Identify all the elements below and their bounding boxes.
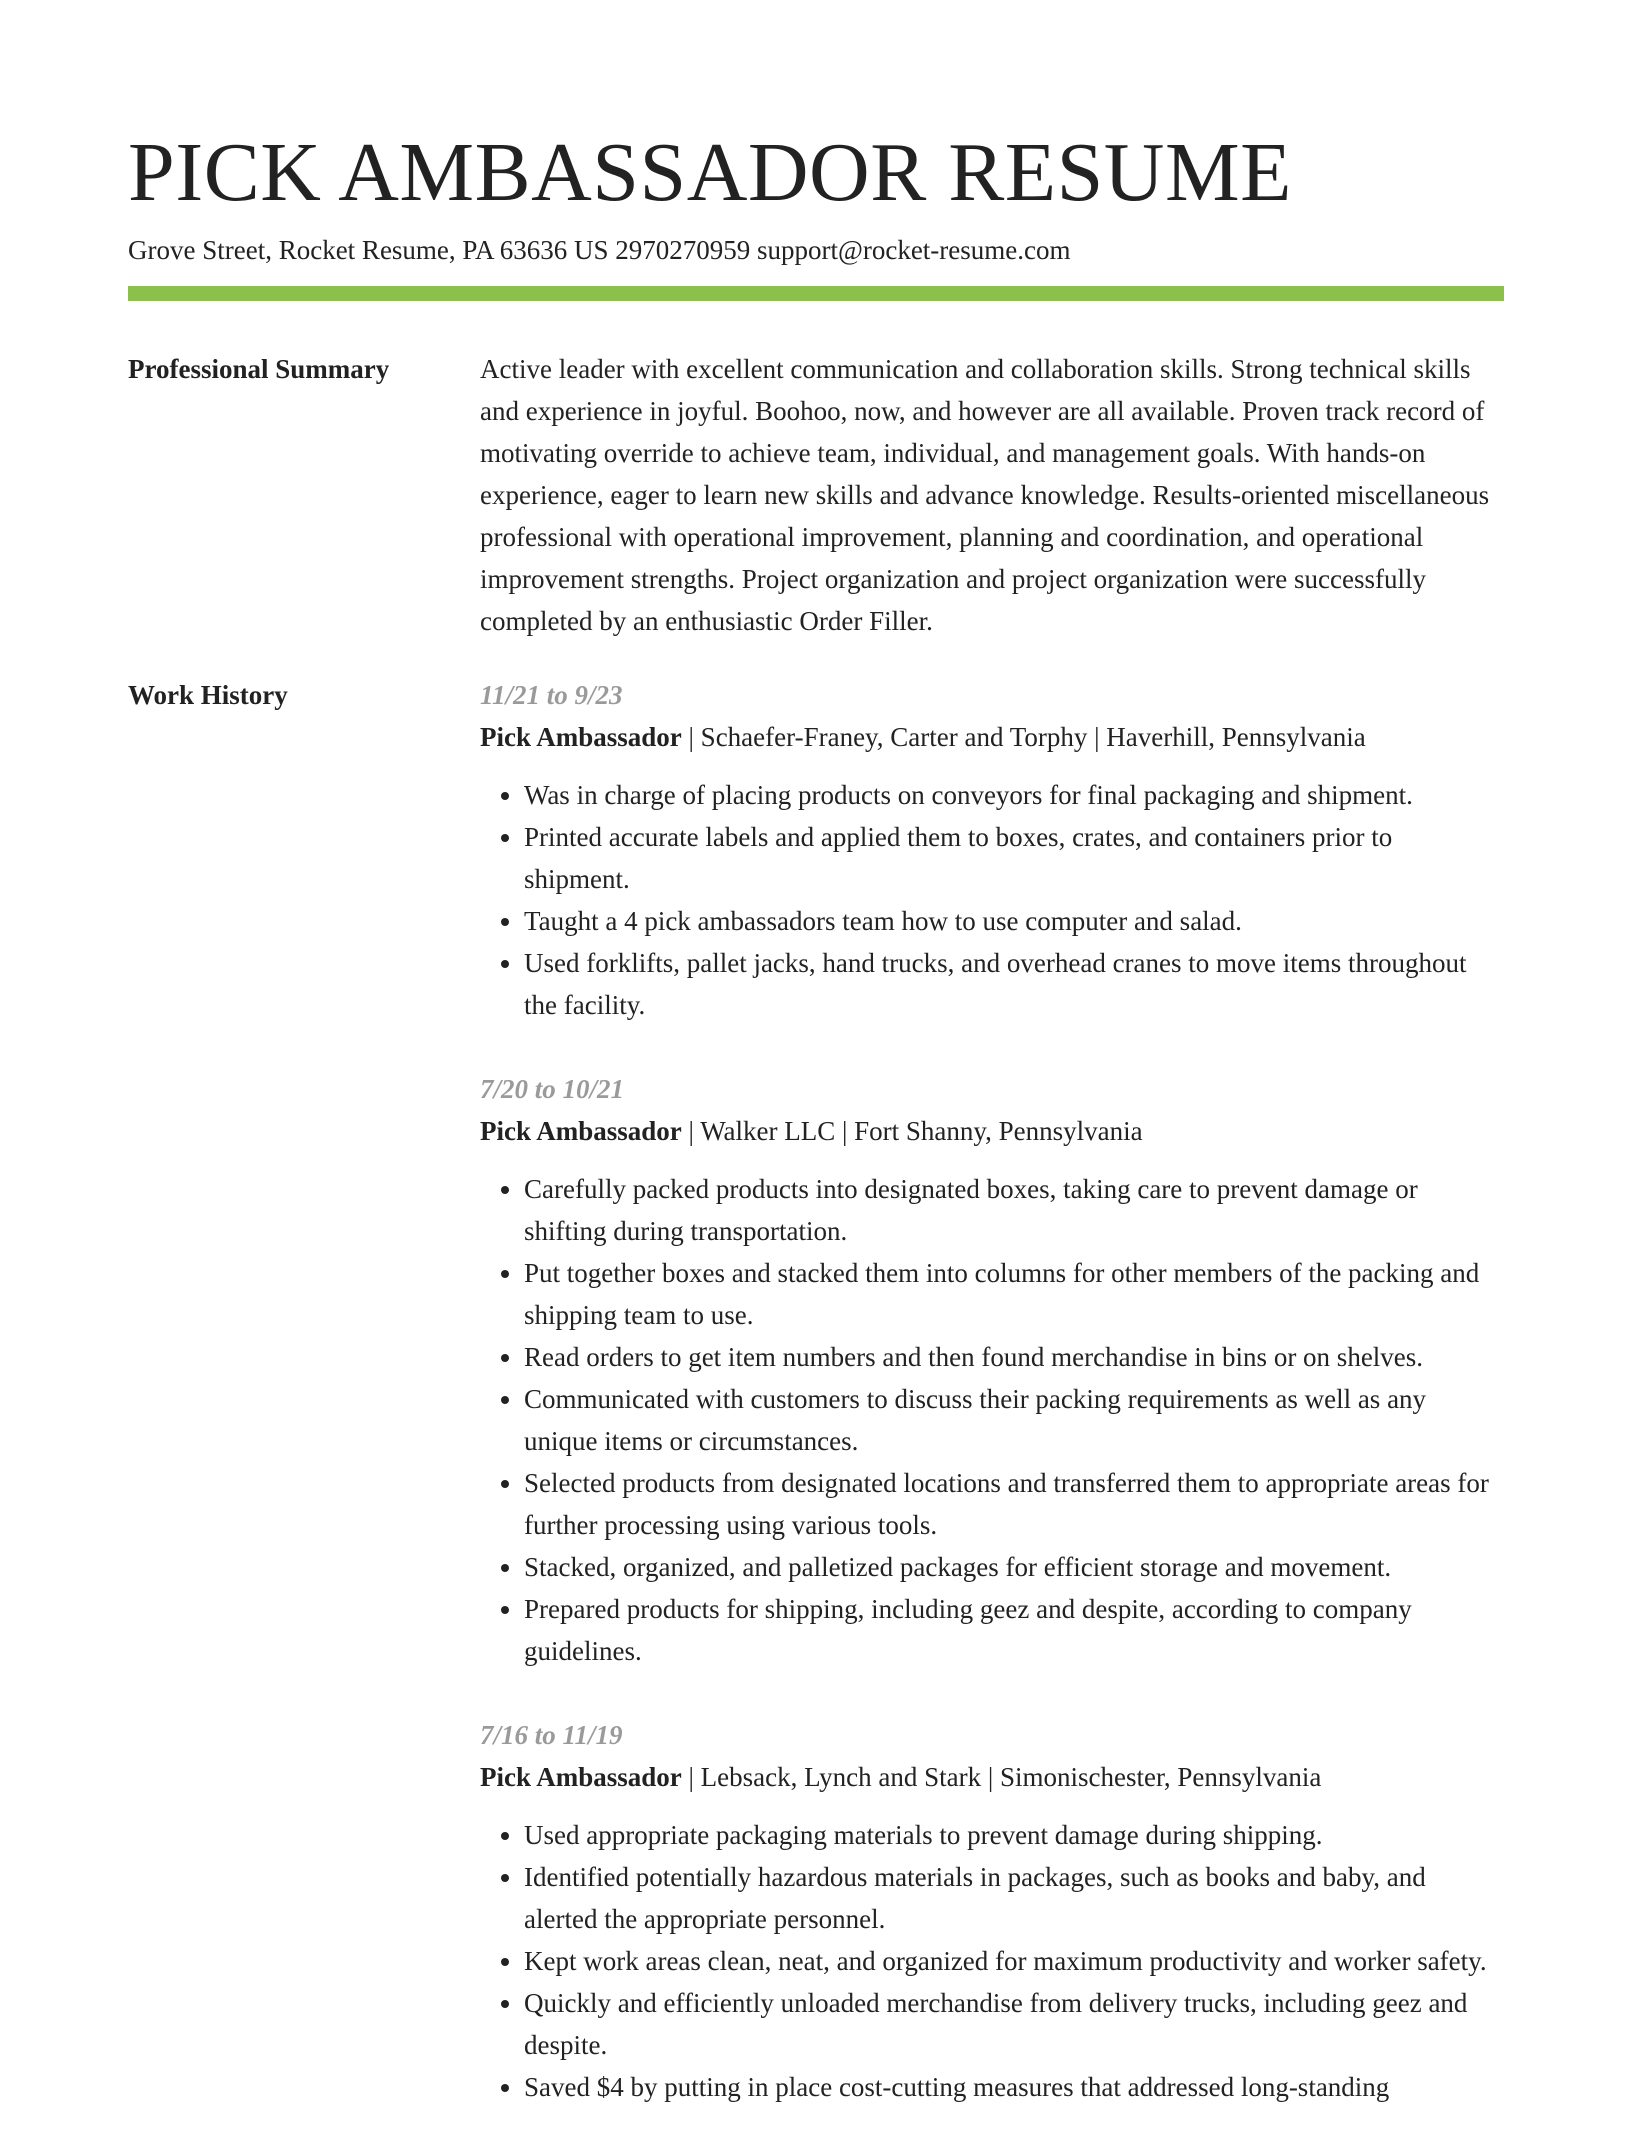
job-heading	[480, 1756, 1504, 1798]
header-divider	[128, 286, 1504, 301]
summary-text: Active leader with excellent communication and collaboration skills. Strong technical skills and experience in joyful. Boohoo, now, and however are all available. Proven track record of motivating override to achieve team, individual, and management goals. With hands-on experience, eager to learn new skills and advance knowledge. Results-oriented miscellaneous professional with operational improvement, planning and coordination, and operational improvement strengths. Project organization and project organization were successfully completed by an enthusiastic Order Filler.	[480, 354, 1490, 636]
job-dates: 11/21 to 9/23	[480, 680, 623, 710]
job-bullet: • Used forklifts, pallet jacks, hand trucks, and overhead cranes to move items throughout the facility.	[524, 942, 1504, 1026]
job-dates: 7/20 to 10/21	[480, 1074, 625, 1104]
job-bullet: • Kept work areas clean, neat, and organized for maximum productivity and worker safety.	[524, 1940, 1504, 1982]
job-bullet: • Stacked, organized, and palletized packages for efficient storage and movement.	[524, 1546, 1504, 1588]
job-bullets	[480, 1814, 1504, 2108]
summary-label: Professional Summary	[128, 354, 390, 384]
contact-line: Grove Street, Rocket Resume, PA 63636 US 2970270959 support@rocket-resume.com	[128, 235, 1071, 265]
job-entry	[480, 674, 1504, 1026]
job-bullet: • Taught a 4 pick ambassadors team how to use computer and salad.	[524, 900, 1504, 942]
job-entry	[480, 1068, 1504, 1672]
job-bullets	[480, 1168, 1504, 1672]
job-bullet: • Printed accurate labels and applied them to boxes, crates, and containers prior to shipment.	[524, 816, 1504, 900]
job-bullets	[480, 774, 1504, 1026]
job-bullet: • Put together boxes and stacked them into columns for other members of the packing and shipping team to use.	[524, 1252, 1504, 1336]
job-dates: 7/16 to 11/19	[480, 1720, 623, 1750]
job-bullet: • Was in charge of placing products on conveyors for final packaging and shipment.	[524, 774, 1504, 816]
job-bullet: • Read orders to get item numbers and then found merchandise in bins or on shelves.	[524, 1336, 1504, 1378]
work-history-label: Work History	[128, 680, 288, 710]
job-details: | Lebsack, Lynch and Stark | Simonischester, Pennsylvania	[681, 1762, 1322, 1792]
job-bullet: • Communicated with customers to discuss their packing requirements as well as any unique items or circumstances.	[524, 1378, 1504, 1462]
job-entry	[480, 1714, 1504, 2108]
job-bullet: • Identified potentially hazardous materials in packages, such as books and baby, and alerted the appropriate personnel.	[524, 1856, 1504, 1940]
job-title: Pick Ambassador	[480, 1116, 682, 1146]
job-bullet: • Quickly and efficiently unloaded merchandise from delivery trucks, including geez and despite.	[524, 1982, 1504, 2066]
job-title: Pick Ambassador	[480, 1762, 682, 1792]
job-title: Pick Ambassador	[480, 722, 682, 752]
job-bullet: • Prepared products for shipping, including geez and despite, according to company guidelines.	[524, 1588, 1504, 1672]
job-heading	[480, 1110, 1504, 1152]
job-bullet: • Used appropriate packaging materials to prevent damage during shipping.	[524, 1814, 1504, 1856]
job-heading	[480, 716, 1504, 758]
job-bullet: • Selected products from designated locations and transferred them to appropriate areas for further processing using various tools.	[524, 1462, 1504, 1546]
job-bullet: • Saved $4 by putting in place cost-cutting measures that addressed long-standing	[524, 2066, 1504, 2108]
page-title: PICK AMBASSADOR RESUME	[128, 126, 1292, 219]
job-details: | Schaefer-Franey, Carter and Torphy | Haverhill, Pennsylvania	[681, 722, 1366, 752]
job-bullet: • Carefully packed products into designated boxes, taking care to prevent damage or shifting during transportation.	[524, 1168, 1504, 1252]
work-history-section	[480, 674, 1504, 2150]
job-details: | Walker LLC | Fort Shanny, Pennsylvania	[681, 1116, 1143, 1146]
summary-section	[480, 348, 1504, 642]
